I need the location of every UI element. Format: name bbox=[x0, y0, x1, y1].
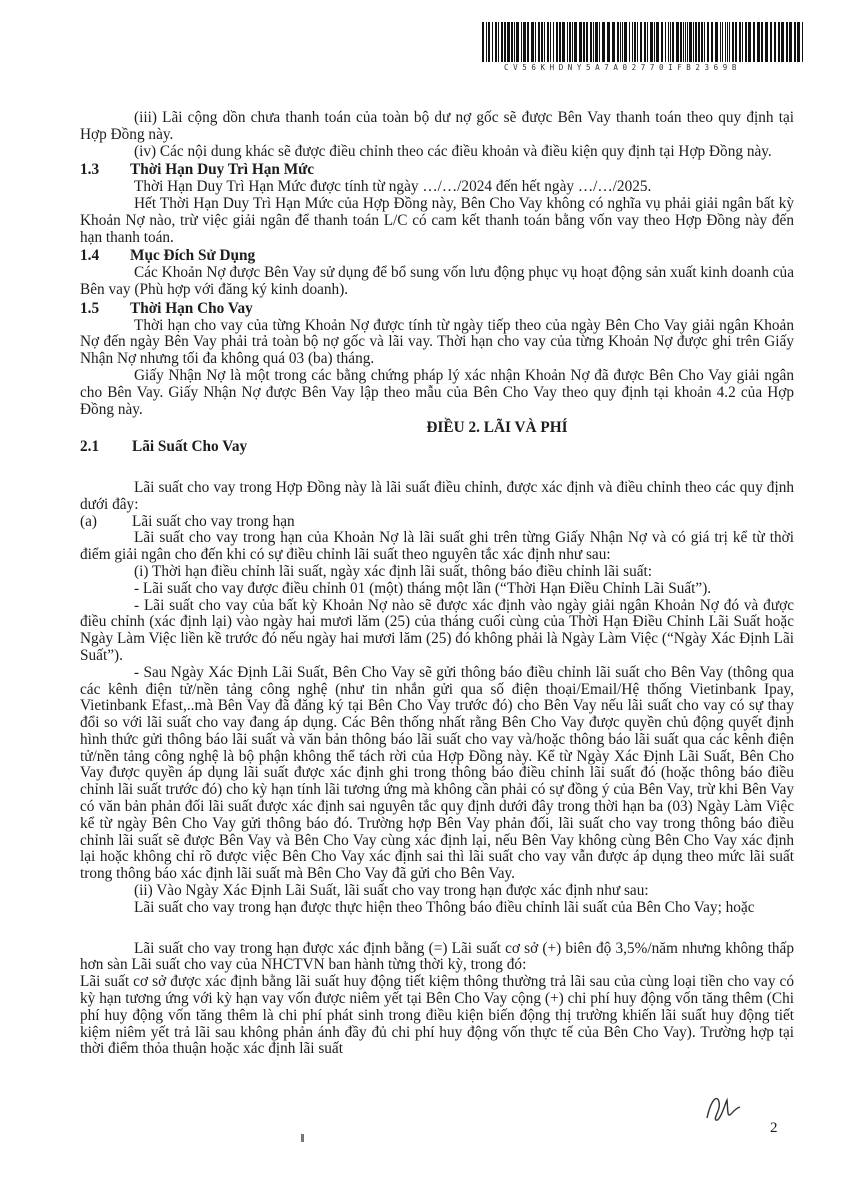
article-heading: ĐIỀU 2. LÃI VÀ PHÍ bbox=[426, 419, 568, 437]
section-number: 2.1 bbox=[80, 438, 100, 456]
subsection-heading bbox=[80, 514, 794, 531]
section-title: Thời Hạn Cho Vay bbox=[130, 299, 253, 317]
section-number: 1.4 bbox=[80, 247, 100, 265]
signature-initial bbox=[703, 1090, 743, 1124]
section-heading-1-4 bbox=[80, 248, 794, 265]
section-heading-1-3 bbox=[80, 162, 794, 179]
paragraph-pa6: (ii) Vào Ngày Xác Định Lãi Suất, lãi suất cho vay trong hạn được xác định như sau: bbox=[134, 882, 649, 900]
section-title: Lãi Suất Cho Vay bbox=[132, 438, 248, 456]
paragraph-p13a: Thời Hạn Duy Trì Hạn Mức được tính từ ngày …/…/2024 đến hết ngày …/…/2025. bbox=[134, 178, 652, 196]
barcode bbox=[482, 22, 807, 72]
section-number: 1.5 bbox=[80, 299, 100, 317]
paragraph-p21: Lãi suất cho vay trong Hợp Đồng này là lãi suất điều chỉnh, được xác định và điều chỉnh theo các quy định dưới đây: bbox=[80, 478, 794, 513]
paragraph-iii: (iii) Lãi cộng dồn chưa thanh toán của toàn bộ dư nợ gốc sẽ được Bên Vay thanh toán theo quy định tại Hợp Đồng này. bbox=[80, 109, 794, 143]
subsection-title: Lãi suất cho vay trong hạn bbox=[132, 512, 295, 530]
page-number: 2 bbox=[770, 1120, 778, 1136]
paragraph-p15a: Thời hạn cho vay của từng Khoản Nợ được tính từ ngày tiếp theo của ngày Bên Cho Vay giải ngân Khoản Nợ đến ngày Bên Vay phải trả toàn bộ nợ gốc và lãi vay. Thời hạn cho vay của từng Khoản Nợ được ghi trên Giấy Nhận Nợ nhưng tối đa không quá 03 (ba) tháng. bbox=[80, 316, 794, 368]
section-number: 1.3 bbox=[80, 161, 100, 179]
paragraph-pa2: (i) Thời hạn điều chỉnh lãi suất, ngày xác định lãi suất, thông báo điều chỉnh lãi suất: bbox=[134, 562, 653, 580]
barcode-bars bbox=[482, 22, 807, 62]
section-heading-2-1 bbox=[80, 439, 794, 456]
section-title: Thời Hạn Duy Trì Hạn Mức bbox=[130, 161, 315, 179]
paragraph-pa3: - Lãi suất cho vay được điều chỉnh 01 (một) tháng một lần (“Thời Hạn Điều Chỉnh Lãi Suất”). bbox=[134, 579, 712, 597]
paragraph-iv: (iv) Các nội dung khác sẽ được điều chỉnh theo các điều khoản và điều kiện quy định tại Hợp Đồng này. bbox=[134, 142, 772, 160]
paragraph-pa9: Lãi suất cơ sở được xác định bằng lãi suất huy động tiết kiệm thông thường trả lãi sau của cùng loại tiền cho vay có kỳ hạn tương ứng với kỳ hạn vay vốn được niêm yết tại Bên Cho Vay cộng (+) chi phí huy động vốn tăng thêm (Chi phí huy động vốn tăng thêm là chi phí phát sinh trong điều kiện biến động thị trường khiến lãi suất huy động tiết kiệm niêm yết trả lãi sau không phản ánh đầy đủ chi phí huy động vốn thực tế của Bên Cho Vay). Trường hợp tại thời điểm thỏa thuận hoặc xác định lãi suất bbox=[80, 973, 794, 1058]
paragraph-p13b: Hết Thời Hạn Duy Trì Hạn Mức của Hợp Đồng này, Bên Cho Vay không có nghĩa vụ phải giải ngân bất kỳ Khoản Nợ nào, trừ việc giải ngân để thanh toán L/C có cam kết thanh toán bằng vốn vay theo Hợp Đồng này đến hạn thanh toán. bbox=[80, 194, 794, 246]
subsection-label: (a) bbox=[80, 512, 97, 530]
section-heading-1-5 bbox=[80, 301, 794, 318]
paragraph-pa5: - Sau Ngày Xác Định Lãi Suất, Bên Cho Vay sẽ gửi thông báo điều chỉnh lãi suất cho Bên Vay (thông qua các kênh điện tử/nền tảng công nghệ (như tin nhắn gửi qua số điện thoại/Email/Hệ thống Vietinbank Ipay, Vietinbank Efast,..mà Bên Vay đã đăng ký tại Bên Cho Vay trước đó) cho Bên Vay nếu lãi suất cho vay có sự thay đổi so với lãi suất cho vay đang áp dụng. Các Bên thống nhất rằng Bên Cho Vay được quyền chủ động quyết định hình thức gửi thông báo lãi suất và văn bản thông báo lãi suất cho vay và/hoặc thông báo lãi suất qua các kênh điện tử/nền tảng công nghệ là bộ phận không thể tách rời của Hợp Đồng này. Kể từ Ngày Xác Định Lãi Suất, Bên Cho Vay được quyền áp dụng lãi suất được xác định ghi trong thông báo điều chỉnh lãi suất đó (hoặc thông báo điều chỉnh lãi suất trước đó) cho kỳ hạn tính lãi tương ứng mà không cần phải có sự đồng ý của Bên Vay, trừ khi Bên Vay có văn bản phản đối lãi suất được xác định sai nguyên tắc quy định dưới đây trong thời hạn ba (03) Ngày Làm Việc kể từ ngày Bên Cho Vay gửi thông báo đó. Trường hợp Bên Vay phản đối, lãi suất cho vay trong thông báo điều chỉnh lãi suất sẽ được Bên Vay và Bên Cho Vay cùng xác định lại, nếu Bên Vay không cùng Bên Cho Vay xác định lại hoặc không chỉ rõ được việc Bên Cho Vay xác định sai thì lãi suất cho vay vẫn được áp dụng theo mức lãi suất trong thông báo xác định lãi suất mà Bên Cho Vay đã gửi cho Bên Vay. bbox=[80, 663, 794, 883]
barcode-text: CV56KHDNY5A7A02770IFB2369B bbox=[504, 63, 741, 72]
paragraph-p14: Các Khoản Nợ được Bên Vay sử dụng để bổ sung vốn lưu động phục vụ hoạt động sản xuất kinh doanh của Bên vay (Phù hợp với đăng ký kinh doanh). bbox=[80, 264, 794, 298]
document-body bbox=[80, 110, 794, 1058]
paragraph-p15b: Giấy Nhận Nợ là một trong các bằng chứng pháp lý xác nhận Khoản Nợ đã được Bên Cho Vay giải ngân cho Bên Vay. Giấy Nhận Nợ được Bên Vay lập theo mẫu của Bên Cho Vay theo quy định tại khoản 4.2 của Hợp Đồng này. bbox=[80, 366, 794, 418]
paragraph-pa7: Lãi suất cho vay trong hạn được thực hiện theo Thông báo điều chỉnh lãi suất của Bên Cho Vay; hoặc bbox=[134, 898, 755, 916]
section-title: Mục Đích Sử Dụng bbox=[130, 247, 256, 265]
paragraph-pa4: - Lãi suất cho vay của bất kỳ Khoản Nợ nào sẽ được xác định vào ngày giải ngân Khoản Nợ đó và được điều chỉnh (xác định lại) vào ngày hai mươi lăm (25) của tháng cuối cùng của Thời Hạn Điều Chỉnh Lãi Suất hoặc Ngày Làm Việc liền kề trước đó nếu ngày hai mươi lăm (25) đó không phải là Ngày Làm Việc (“Ngày Xác Định Lãi Suất”). bbox=[80, 596, 794, 664]
paragraph-pa1: Lãi suất cho vay trong hạn của Khoản Nợ là lãi suất ghi trên từng Giấy Nhận Nợ và có giá trị kể từ thời điểm giải ngân cho đến khi có sự điều chỉnh lãi suất theo nguyên tắc xác định như sau: bbox=[80, 529, 794, 564]
paragraph-pa8: Lãi suất cho vay trong hạn được xác định bằng (=) Lãi suất cơ sở (+) biên độ 3,5%/năm nhưng không thấp hơn sàn Lãi suất cho vay của NHCTVN ban hành từng thời kỳ, trong đó: bbox=[80, 939, 794, 974]
scan-mark bbox=[301, 1134, 304, 1142]
